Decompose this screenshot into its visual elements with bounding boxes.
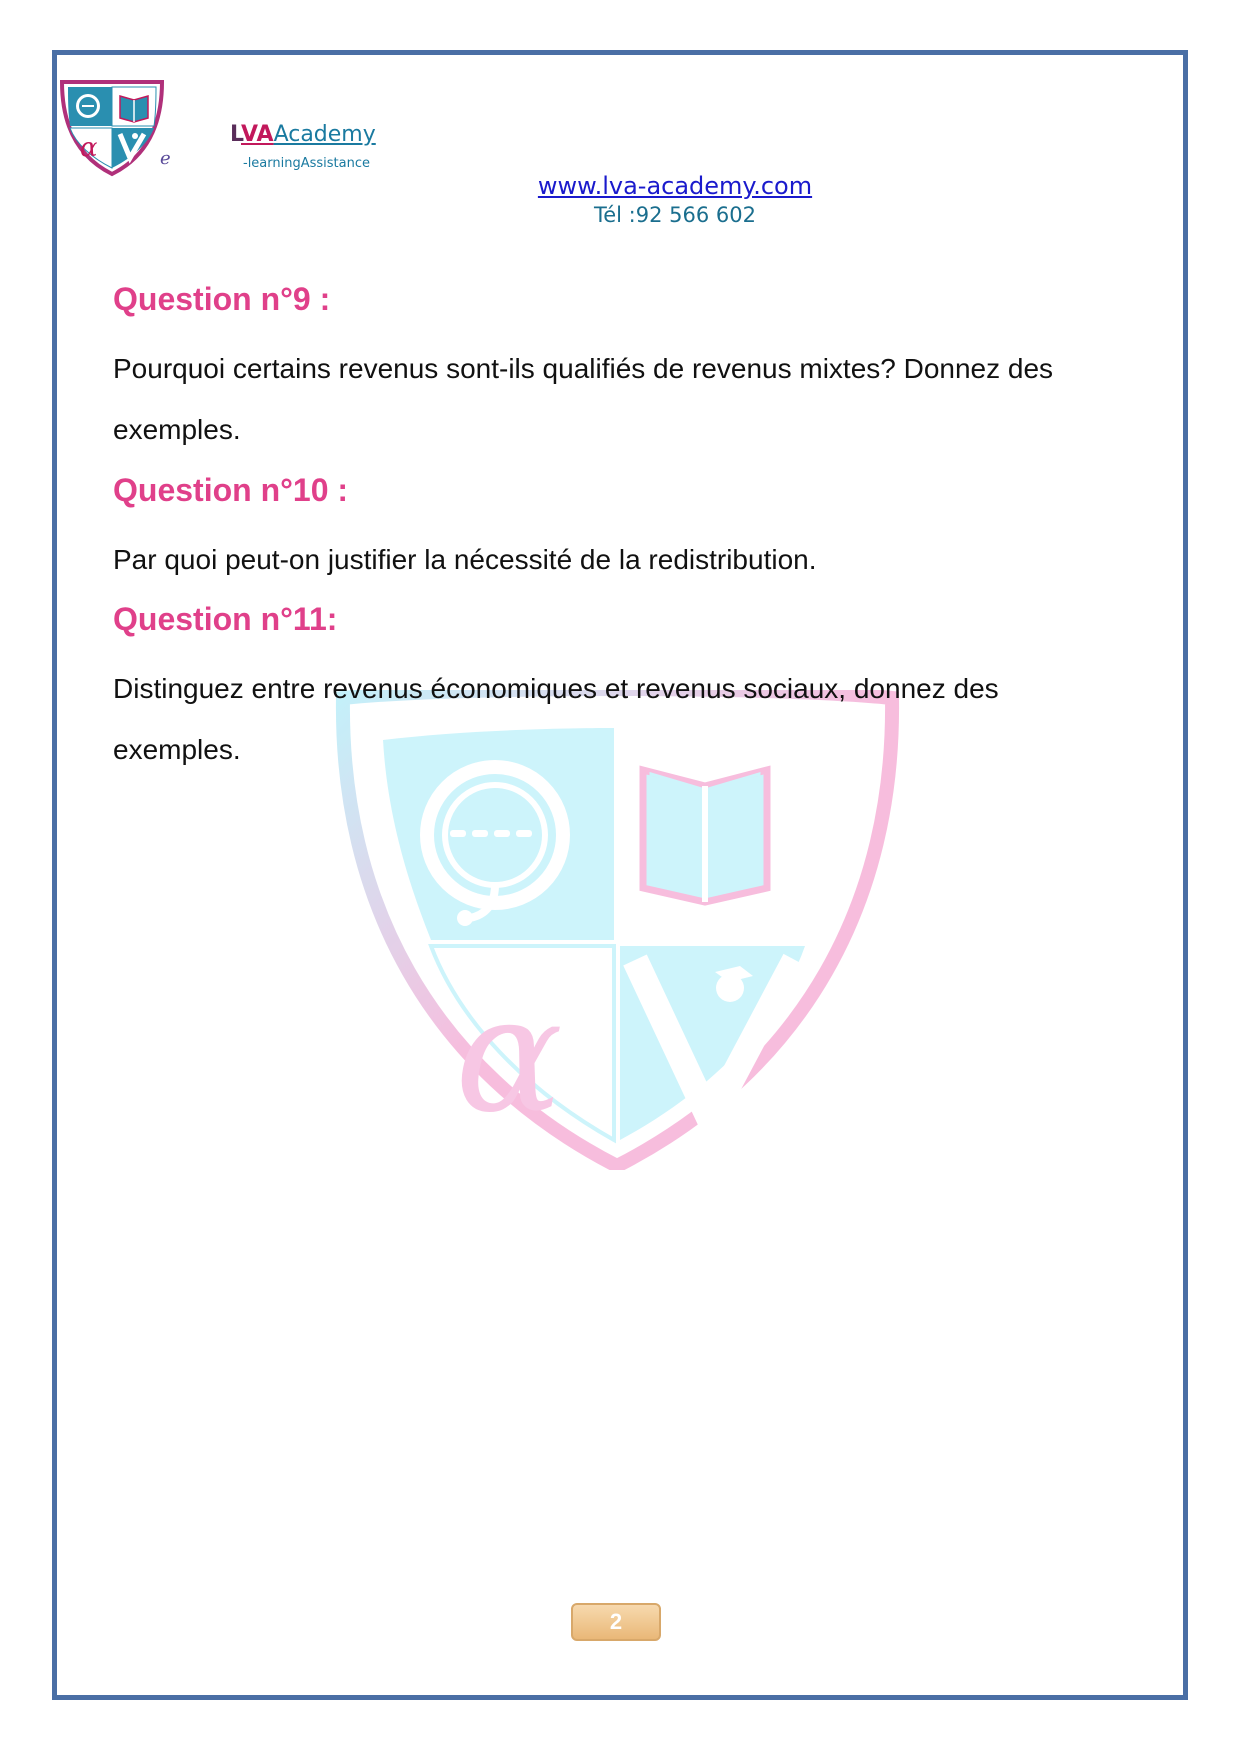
phone-number: Tél :92 566 602: [593, 203, 756, 227]
brand-academy: Academy: [273, 122, 376, 147]
question-9-text: Pourquoi certains revenus sont-ils qualifiés de revenus mixtes? Donnez des exemples.: [113, 353, 1054, 445]
brand-va: VA: [241, 122, 274, 147]
question-10-text: Par quoi peut-on justifier la nécessité de la redistribution.: [113, 544, 817, 575]
question-10-title: Question n°10 :: [113, 472, 349, 508]
brand-l: L: [230, 122, 241, 147]
logo-e-letter: e: [160, 148, 171, 169]
question-11-text: Distinguez entre revenus économiques et revenus sociaux, donnez des exemples.: [113, 673, 999, 765]
brand-subtitle: -learningAssistance: [243, 156, 370, 171]
svg-text:α: α: [80, 133, 98, 163]
svg-text:α: α: [455, 961, 564, 1148]
question-9-title: Question n°9 :: [113, 281, 331, 317]
brand-name: [230, 122, 376, 148]
lva-academy-logo-icon: [58, 78, 166, 178]
website-link[interactable]: www.lva-academy.com: [537, 172, 813, 200]
question-11-title: Question n°11:: [113, 601, 338, 637]
page-number: 2: [571, 1603, 661, 1641]
